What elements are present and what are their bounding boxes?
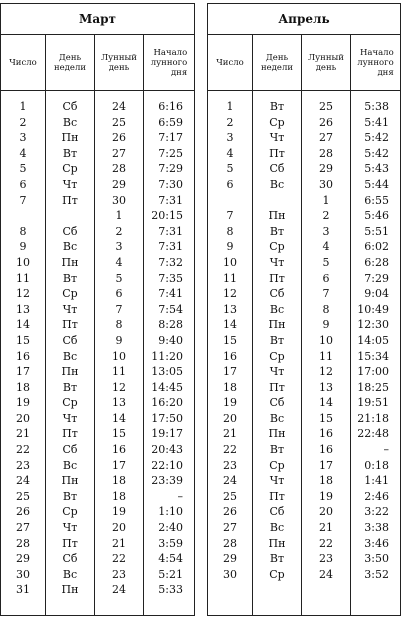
- table-cell: Сб: [269, 505, 285, 519]
- table-cell: 5:51: [364, 224, 389, 238]
- table-cell: Ср: [269, 240, 285, 254]
- table-cell: 2: [115, 224, 123, 238]
- table-cell: 7: [115, 302, 123, 316]
- table-cell: Ср: [62, 396, 78, 410]
- table-cell: 29: [319, 162, 333, 176]
- table-cell: 21: [112, 536, 126, 550]
- table-cell: 17:50: [151, 411, 183, 425]
- table-cell: 6:16: [158, 100, 183, 113]
- table-cell: 3:46: [364, 536, 389, 550]
- table-cell: 21: [223, 427, 237, 441]
- table-cell: Вс: [62, 567, 78, 581]
- table-cell: Пт: [62, 536, 78, 550]
- header-number: Число: [9, 57, 37, 68]
- table-cell: Чт: [62, 177, 78, 191]
- table-cell: 5:33: [158, 583, 183, 597]
- table-cell: 7: [322, 287, 330, 301]
- table-cell: 26: [319, 115, 333, 129]
- table-cell: Чт: [62, 302, 78, 316]
- table-cell: 23: [319, 552, 333, 566]
- table-cell: 6: [115, 287, 123, 301]
- table-cell: 27: [223, 521, 237, 535]
- table-cell: 3:22: [364, 505, 389, 519]
- table-cell: Сб: [62, 333, 78, 347]
- table-cell: Ср: [62, 287, 78, 301]
- table-cell: 8: [115, 318, 123, 332]
- table-cell: 16: [16, 349, 30, 363]
- table-cell: 11: [223, 271, 237, 285]
- table-cell: 12: [223, 287, 237, 301]
- table-cell: Ср: [269, 115, 285, 129]
- column-lunar-day: [301, 91, 350, 616]
- table-cell: [1, 208, 45, 224]
- table-cell: 11: [16, 271, 30, 285]
- table-cell: Ср: [62, 505, 78, 519]
- table-cell: Вс: [62, 458, 78, 472]
- table-cell: Сб: [269, 287, 285, 301]
- table-cell: Пт: [62, 427, 78, 441]
- table-cell: 8: [19, 224, 27, 238]
- table-cell: 12:30: [357, 318, 389, 332]
- table-cell: Ср: [62, 162, 78, 176]
- table-cell: 6:55: [364, 193, 389, 207]
- table-cell: 28: [112, 162, 126, 176]
- table-cell: 24: [16, 474, 30, 488]
- table-cell: 1: [115, 209, 123, 223]
- table-cell: 4:54: [158, 552, 183, 566]
- table-cell: 14:05: [357, 333, 389, 347]
- table-cell: 10: [319, 333, 333, 347]
- table-cell: Вс: [269, 302, 285, 316]
- table-cell: 4: [322, 240, 330, 254]
- table-cell: 7: [226, 209, 234, 223]
- table-cell: 9: [322, 318, 330, 332]
- table-cell: 18: [16, 380, 30, 394]
- table-cell: 7:35: [158, 271, 183, 285]
- table-cell: 8: [322, 302, 330, 316]
- table-cell: 4: [19, 146, 27, 160]
- table-cell: 9: [115, 333, 123, 347]
- table-cell: [46, 208, 94, 224]
- table-cell: 3:50: [364, 552, 389, 566]
- table-cell: 2:40: [158, 521, 183, 535]
- table-cell: Пт: [62, 193, 78, 207]
- table-cell: 14: [16, 318, 30, 332]
- table-cell: Ср: [269, 349, 285, 363]
- table-cell: Вт: [62, 489, 78, 503]
- header-number: Число: [216, 57, 244, 68]
- table-cell: Чт: [269, 365, 285, 379]
- table-cell: 30: [112, 193, 126, 207]
- table-cell: Чт: [269, 474, 285, 488]
- table-cell: 5:38: [364, 100, 389, 113]
- table-cell: 19: [112, 505, 126, 519]
- table-cell: [208, 193, 252, 209]
- table-cell: 16: [112, 443, 126, 457]
- table-cell: 27: [16, 521, 30, 535]
- table-cell: 16: [319, 427, 333, 441]
- table-cell: 5: [322, 255, 330, 269]
- table-cell: 30: [16, 567, 30, 581]
- table-cell: 20:43: [151, 443, 183, 457]
- table-cell: 17:00: [357, 365, 389, 379]
- table-cell: –: [383, 443, 389, 457]
- table-cell: 14:45: [151, 380, 183, 394]
- table-cell: 25: [112, 115, 126, 129]
- table-cell: 6: [226, 177, 234, 191]
- table-cell: 31: [16, 583, 30, 597]
- table-cell: 19:51: [357, 396, 389, 410]
- table-cell: Пт: [269, 271, 285, 285]
- table-cell: 16: [319, 443, 333, 457]
- table-cell: 22: [112, 552, 126, 566]
- table-cell: 3:59: [158, 536, 183, 550]
- table-cell: 7:17: [158, 131, 183, 145]
- table-cell: 3: [322, 224, 330, 238]
- table-cell: 1: [226, 100, 234, 113]
- table-cell: 24: [223, 474, 237, 488]
- table-cell: Пт: [269, 146, 285, 160]
- table-cell: Пн: [61, 365, 79, 379]
- table-cell: Чт: [269, 255, 285, 269]
- table-body: [1, 91, 194, 616]
- table-cell: 11: [319, 349, 333, 363]
- table-cell: Вт: [62, 380, 78, 394]
- table-cell: 20: [319, 505, 333, 519]
- table-cell: 5:42: [364, 131, 389, 145]
- table-cell: 18:25: [357, 380, 389, 394]
- table-cell: 0:18: [364, 458, 389, 472]
- table-cell: 10: [223, 255, 237, 269]
- column-lunar-start: [143, 91, 194, 616]
- header-lunar-day: Лунный день: [301, 35, 350, 90]
- table-cell: Вт: [269, 333, 285, 347]
- table-cell: 10: [16, 255, 30, 269]
- table-cell: 27: [319, 131, 333, 145]
- table-cell: 9: [19, 240, 27, 254]
- table-cell: 6:28: [364, 255, 389, 269]
- table-cell: Пт: [269, 489, 285, 503]
- table-cell: 25: [16, 489, 30, 503]
- header-weekday: День недели: [45, 35, 94, 90]
- table-cell: 1:10: [158, 505, 183, 519]
- table-cell: 13: [16, 302, 30, 316]
- table-cell: 15: [16, 333, 30, 347]
- table-cell: 18: [112, 489, 126, 503]
- table-cell: [253, 193, 301, 209]
- table-cell: 16: [223, 349, 237, 363]
- table-cell: 29: [112, 177, 126, 191]
- table-cell: 13: [112, 396, 126, 410]
- table-cell: 22:10: [151, 458, 183, 472]
- column-lunar-day: [94, 91, 143, 616]
- header-lunar-start: Начало лунного дня: [143, 35, 194, 90]
- table-cell: 25: [319, 100, 333, 113]
- table-cell: Вт: [269, 100, 285, 113]
- table-cell: Сб: [62, 100, 78, 113]
- table-cell: Вс: [62, 240, 78, 254]
- table-cell: 28: [319, 146, 333, 160]
- table-cell: Чт: [62, 411, 78, 425]
- table-cell: Пн: [268, 209, 286, 223]
- column-lunar-start: [350, 91, 400, 616]
- table-cell: Пн: [61, 255, 79, 269]
- table-cell: 23: [223, 458, 237, 472]
- table-cell: Ср: [269, 567, 285, 581]
- table-cell: 9: [226, 240, 234, 254]
- table-cell: 29: [16, 552, 30, 566]
- table-cell: 19: [16, 396, 30, 410]
- table-cell: 15: [112, 427, 126, 441]
- table-cell: 17: [112, 458, 126, 472]
- table-cell: Вт: [269, 552, 285, 566]
- table-cell: 5: [115, 271, 123, 285]
- table-cell: 11: [112, 365, 126, 379]
- table-cell: Чт: [269, 131, 285, 145]
- table-title: Апрель: [208, 4, 400, 35]
- table-cell: 7:31: [158, 193, 183, 207]
- table-cell: 12: [16, 287, 30, 301]
- table-cell: 4: [226, 146, 234, 160]
- table-cell: 5:44: [364, 177, 389, 191]
- table-cell: 9:04: [364, 287, 389, 301]
- table-cell: 14: [112, 411, 126, 425]
- table-cell: Пт: [269, 380, 285, 394]
- table-cell: 28: [223, 536, 237, 550]
- table-cell: 2: [19, 115, 27, 129]
- table-cell: 23:39: [151, 474, 183, 488]
- column-weekday: [45, 91, 94, 616]
- table-cell: Вс: [269, 521, 285, 535]
- table-cell: 7:29: [158, 162, 183, 176]
- table-cell: 4: [115, 255, 123, 269]
- table-cell: 24: [319, 567, 333, 581]
- table-cell: 13: [319, 380, 333, 394]
- table-cell: 17: [319, 458, 333, 472]
- table-cell: 28: [16, 536, 30, 550]
- table-cell: 17: [223, 365, 237, 379]
- table-cell: 12: [319, 365, 333, 379]
- table-cell: 12: [112, 380, 126, 394]
- table-cell: 22:48: [357, 427, 389, 441]
- table-cell: 10:49: [357, 302, 389, 316]
- table-cell: 3: [115, 240, 123, 254]
- table-cell: 30: [319, 177, 333, 191]
- table-cell: 22: [319, 536, 333, 550]
- table-header: [208, 35, 400, 91]
- table-cell: 13: [223, 302, 237, 316]
- table-cell: Пн: [61, 474, 79, 488]
- table-cell: Чт: [62, 521, 78, 535]
- table-cell: Пт: [62, 318, 78, 332]
- table-cell: 29: [223, 552, 237, 566]
- table-cell: 7:31: [158, 240, 183, 254]
- table-cell: 14: [223, 318, 237, 332]
- table-cell: 8:28: [158, 318, 183, 332]
- table-cell: 1: [322, 193, 330, 207]
- table-cell: 1:41: [364, 474, 389, 488]
- table-cell: Вт: [62, 146, 78, 160]
- table-cell: 27: [112, 146, 126, 160]
- april-table: [207, 3, 401, 616]
- table-cell: 2: [322, 209, 330, 223]
- table-cell: Пн: [61, 131, 79, 145]
- table-cell: 21: [319, 521, 333, 535]
- table-cell: 26: [16, 505, 30, 519]
- table-cell: 8: [226, 224, 234, 238]
- table-cell: 7:54: [158, 302, 183, 316]
- table-cell: 15:34: [357, 349, 389, 363]
- table-cell: 5:46: [364, 209, 389, 223]
- table-cell: 15: [319, 411, 333, 425]
- table-cell: 24: [112, 100, 126, 113]
- table-cell: 2: [226, 115, 234, 129]
- table-cell: Пн: [268, 427, 286, 441]
- table-cell: 7:25: [158, 146, 183, 160]
- table-cell: 14: [319, 396, 333, 410]
- table-cell: 7:29: [364, 271, 389, 285]
- table-cell: 5:42: [364, 146, 389, 160]
- table-cell: 20: [223, 411, 237, 425]
- table-cell: 19:17: [151, 427, 183, 441]
- march-table: [0, 3, 195, 616]
- table-cell: 6:02: [364, 240, 389, 254]
- table-cell: Вт: [269, 224, 285, 238]
- table-cell: Сб: [269, 396, 285, 410]
- table-cell: Пн: [268, 536, 286, 550]
- table-cell: Пн: [268, 318, 286, 332]
- table-cell: 30: [223, 567, 237, 581]
- table-cell: 24: [112, 583, 126, 597]
- table-cell: 16:20: [151, 396, 183, 410]
- table-cell: 26: [223, 505, 237, 519]
- table-cell: 18: [223, 380, 237, 394]
- table-cell: Сб: [62, 443, 78, 457]
- table-cell: 26: [112, 131, 126, 145]
- table-cell: 18: [112, 474, 126, 488]
- table-cell: 5:41: [364, 115, 389, 129]
- table-cell: 19: [319, 489, 333, 503]
- table-cell: 5:21: [158, 567, 183, 581]
- table-cell: Ср: [269, 458, 285, 472]
- table-cell: Вт: [62, 271, 78, 285]
- header-lunar-day: Лунный день: [94, 35, 143, 90]
- table-cell: Сб: [62, 224, 78, 238]
- table-cell: 7:41: [158, 287, 183, 301]
- table-cell: 3:38: [364, 521, 389, 535]
- table-cell: 22: [16, 443, 30, 457]
- table-cell: 1: [19, 100, 27, 113]
- table-cell: 5:43: [364, 162, 389, 176]
- table-cell: 20: [112, 521, 126, 535]
- table-cell: 15: [223, 333, 237, 347]
- table-cell: 6: [322, 271, 330, 285]
- header-lunar-start: Начало лунного дня: [350, 35, 400, 90]
- table-cell: 18: [319, 474, 333, 488]
- table-cell: Вс: [269, 411, 285, 425]
- table-cell: 22: [223, 443, 237, 457]
- table-cell: Вс: [62, 349, 78, 363]
- table-cell: Вс: [62, 115, 78, 129]
- table-cell: Вт: [269, 443, 285, 457]
- table-cell: Сб: [269, 162, 285, 176]
- table-cell: Сб: [62, 552, 78, 566]
- table-header: [1, 35, 194, 91]
- table-cell: 7: [19, 193, 27, 207]
- table-cell: 5: [226, 162, 234, 176]
- table-cell: 23: [16, 458, 30, 472]
- table-cell: 2:46: [364, 489, 389, 503]
- table-cell: 10: [112, 349, 126, 363]
- table-cell: 3:52: [364, 567, 389, 581]
- table-cell: 20: [16, 411, 30, 425]
- table-cell: 13:05: [151, 365, 183, 379]
- table-cell: 9:40: [158, 333, 183, 347]
- table-body: [208, 91, 400, 616]
- table-cell: 6: [19, 177, 27, 191]
- column-number: [1, 91, 45, 616]
- table-cell: Вс: [269, 177, 285, 191]
- column-weekday: [252, 91, 301, 616]
- table-cell: 21: [16, 427, 30, 441]
- table-cell: 25: [223, 489, 237, 503]
- table-cell: 3: [19, 131, 27, 145]
- table-cell: 7:31: [158, 224, 183, 238]
- header-weekday: День недели: [252, 35, 301, 90]
- table-cell: –: [177, 489, 183, 503]
- table-title: Март: [1, 4, 194, 35]
- table-cell: 11:20: [151, 349, 183, 363]
- table-cell: 20:15: [151, 209, 183, 223]
- table-cell: 19: [223, 396, 237, 410]
- table-cell: 23: [112, 567, 126, 581]
- table-cell: 17: [16, 365, 30, 379]
- table-cell: 5: [19, 162, 27, 176]
- table-cell: 7:32: [158, 255, 183, 269]
- table-cell: 21:18: [357, 411, 389, 425]
- table-cell: Пн: [61, 583, 79, 597]
- table-cell: 7:30: [158, 177, 183, 191]
- table-cell: 6:59: [158, 115, 183, 129]
- table-cell: 3: [226, 131, 234, 145]
- column-number: [208, 91, 252, 616]
